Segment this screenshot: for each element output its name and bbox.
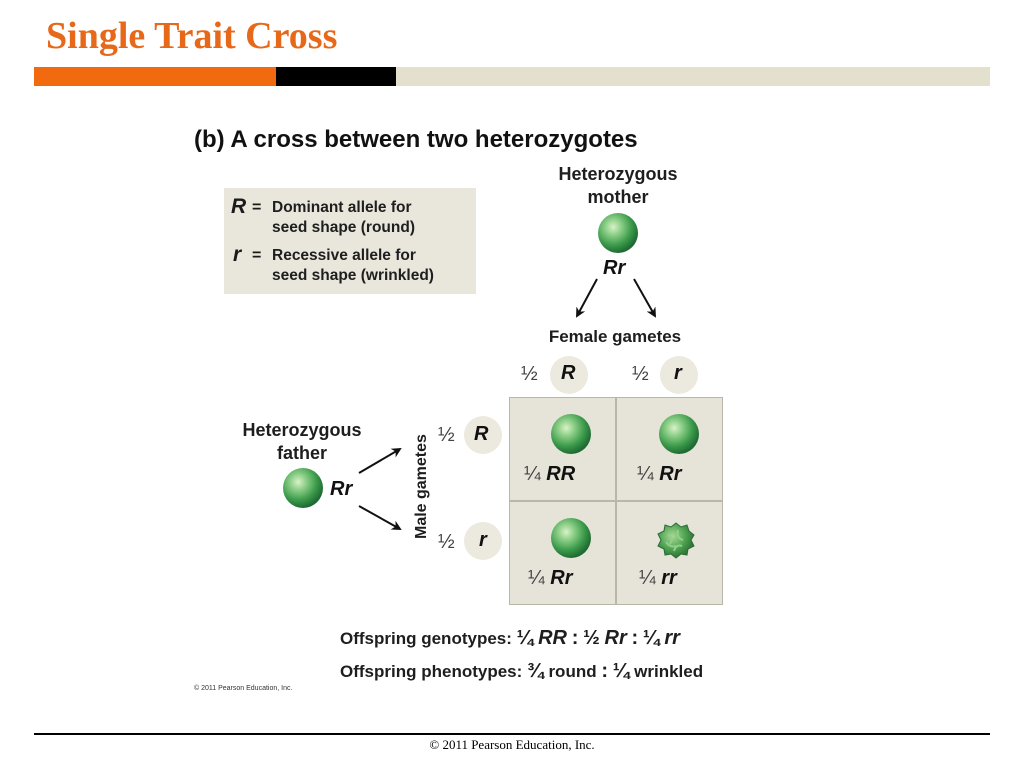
father-label-line1: Heterozygous <box>242 420 362 440</box>
female-gamete-1-fraction: ½ <box>521 363 538 385</box>
arrow-icon <box>359 449 400 473</box>
figure-heading-prefix: (b) A cross between two <box>194 126 475 153</box>
mother-round-pea-icon <box>596 211 640 255</box>
offspring-phenotypes <box>340 660 703 683</box>
title-bar-black <box>276 67 396 86</box>
round-pea-icon <box>657 412 701 456</box>
wrinkled-pea-icon <box>656 520 696 560</box>
offspring-phenotypes-label: Offspring phenotypes: <box>340 662 523 681</box>
mother-arrows <box>560 270 670 330</box>
offspring-genotypes-g2: Rr <box>604 627 627 649</box>
slide-footer: © 2011 Pearson Education, Inc. <box>429 737 595 752</box>
offspring-genotypes-f1: ¼ <box>516 627 534 649</box>
offspring-genotypes-g3: rr <box>664 627 680 649</box>
father-genotype: Rr <box>330 478 353 500</box>
female-gamete-1-allele: R <box>561 362 576 384</box>
offspring-genotypes <box>340 627 680 650</box>
legend-eq-recessive: = <box>252 247 262 264</box>
punnett-cell-4-fraction: ¼ <box>639 567 656 589</box>
male-gametes-label: Male gametes <box>413 434 430 539</box>
punnett-cell-1-genotype: RR <box>546 463 576 485</box>
punnett-cell-1-label <box>524 463 575 486</box>
footer-divider <box>34 733 990 735</box>
arrow-icon <box>577 279 597 316</box>
male-gamete-2-fraction: ½ <box>438 531 455 553</box>
punnett-cell-3-fraction: ¼ <box>528 567 545 589</box>
round-pea-icon <box>549 516 593 560</box>
offspring-genotypes-label: Offspring genotypes: <box>340 629 512 648</box>
figure-heading-emph: heterozygotes <box>474 126 638 153</box>
legend-text-dominant <box>272 198 415 238</box>
female-gametes-label: Female gametes <box>548 327 682 346</box>
female-gamete-2-fraction: ½ <box>632 363 649 385</box>
offspring-phenotypes-f1: ¾ <box>527 660 544 682</box>
offspring-genotypes-f3: ¼ <box>642 627 660 649</box>
punnett-cell-4-label <box>639 567 677 590</box>
figure-heading <box>194 126 638 154</box>
offspring-phenotypes-p2: wrinkled <box>634 662 704 681</box>
offspring-genotypes-f2: ½ <box>583 627 600 649</box>
legend-dominant-line2-bold: (round) <box>360 219 415 236</box>
offspring-genotypes-sep2: : <box>631 627 639 649</box>
legend-text-recessive <box>272 246 434 286</box>
father-label-line2: father <box>276 443 327 463</box>
punnett-cell-1-fraction: ¼ <box>524 463 541 485</box>
legend-recessive-line2-pre: seed shape <box>272 267 361 284</box>
slide-title: Single Trait Cross <box>46 15 338 57</box>
legend-dominant-line2 <box>272 218 415 238</box>
mother-genotype: Rr <box>603 257 626 279</box>
legend-dominant-line2-pre: seed shape <box>272 219 361 236</box>
figure-copyright: © 2011 Pearson Education, Inc. <box>194 685 293 692</box>
arrow-icon <box>634 279 655 316</box>
male-gamete-1-fraction: ½ <box>438 424 455 446</box>
legend-symbol-recessive: r <box>233 243 242 266</box>
punnett-cell-3-label <box>528 567 572 590</box>
mother-label-line2: mother <box>587 187 649 207</box>
punnett-cell-2-fraction: ¼ <box>637 463 654 485</box>
father-round-pea-icon <box>281 466 325 510</box>
round-pea-icon <box>549 412 593 456</box>
offspring-genotypes-g1: RR <box>538 627 567 649</box>
legend-recessive-line2 <box>272 266 434 286</box>
male-gamete-1-allele: R <box>474 423 489 445</box>
punnett-cell-3-genotype: Rr <box>550 567 573 589</box>
offspring-phenotypes-sep: : <box>601 660 608 682</box>
offspring-phenotypes-p1: round <box>548 662 597 681</box>
punnett-cell-2-label <box>637 463 681 486</box>
legend-recessive-line2-bold: (wrinkled) <box>360 267 434 284</box>
female-gamete-2-allele: r <box>674 362 682 384</box>
mother-label-line1: Heterozygous <box>558 164 678 184</box>
legend-symbol-dominant: R <box>231 195 247 218</box>
arrow-icon <box>359 506 400 529</box>
title-bar-orange <box>34 67 276 86</box>
legend-recessive-line1: Recessive allele for <box>272 247 416 264</box>
legend-dominant-line1: Dominant allele for <box>272 199 412 216</box>
male-gamete-2-allele: r <box>479 529 487 551</box>
legend-eq-dominant: = <box>252 199 262 216</box>
offspring-genotypes-sep1: : <box>571 627 579 649</box>
mother-label <box>538 163 698 209</box>
offspring-phenotypes-f2: ¼ <box>612 660 630 682</box>
punnett-cell-2-genotype: Rr <box>659 463 682 485</box>
punnett-cell-4-genotype: rr <box>661 567 677 589</box>
title-bar-beige <box>396 67 990 86</box>
